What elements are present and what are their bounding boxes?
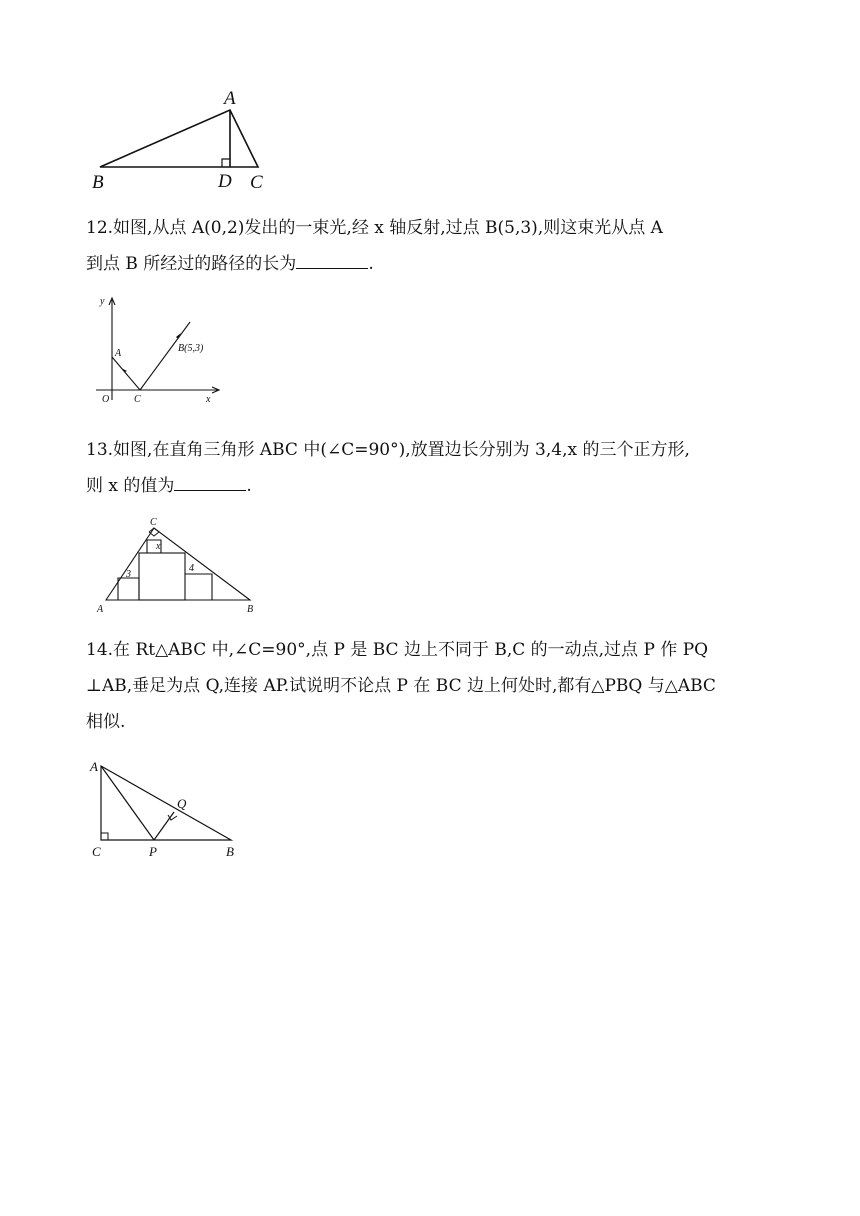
triangle-abc [106,528,250,600]
question-13: 13.如图,在直角三角形 ABC 中(∠C=90°),放置边长分别为 3,4,x 的三个正方形, 则 x 的值为 . [86,440,690,496]
q12-line1: 12.如图,从点 A(0,2)发出的一束光,经 x 轴反射,过点 B(5,3),则这束光从点 A [86,218,663,238]
label-p: P [149,844,157,859]
square-4 [185,574,212,600]
right-angle-mark-c [101,833,108,840]
label-4: 4 [189,563,194,574]
figure-14 [88,756,248,862]
label-a: A [90,759,98,774]
right-angle-mark [149,528,159,536]
figure-12 [88,292,228,412]
square-x [139,553,185,600]
q12-line2: 到点 B 所经过的路径的长为 [86,254,297,274]
q13-line1: 13.如图,在直角三角形 ABC 中(∠C=90°),放置边长分别为 3,4,x 的三个正方形, [86,440,690,460]
triangle-abc [101,766,231,840]
label-x: x [206,394,211,405]
label-3: 3 [126,569,131,580]
label-a: A [97,604,104,615]
label-d: D [218,171,232,192]
answer-blank-12 [296,248,368,269]
label-c: C [150,517,157,528]
figure-11 [80,80,280,195]
answer-blank-13 [174,470,246,491]
label-y: y [100,296,105,307]
q13-line2: 则 x 的值为 [86,476,175,496]
label-x: x [156,541,161,552]
label-c: C [250,172,263,193]
label-q: Q [177,796,187,811]
ray-a-to-c [112,357,140,390]
square-3 [118,578,139,600]
segment-ap [101,766,154,840]
label-a: A [224,88,236,109]
question-12: 12.如图,从点 A(0,2)发出的一束光,经 x 轴反射,过点 B(5,3),则这束光从点 A 到点 B 所经过的路径的长为 . [86,218,663,274]
label-b: B [92,172,104,193]
label-b: B [226,844,234,859]
label-o: O [102,394,110,405]
label-a: A [115,348,122,359]
question-14 [86,632,806,740]
label-b: B [247,604,254,615]
segment-pq [154,812,174,840]
label-c: C [134,394,141,405]
ray-c-to-b [140,322,190,390]
triangle-abc [100,110,258,167]
label-b: B(5,3) [178,343,204,354]
label-c: C [92,844,101,859]
q14-line2: ⊥AB,垂足为点 Q,连接 AP.试说明不论点 P 在 BC 边上何处时,都有△PBQ 与△ABC [86,676,716,696]
q14-line1: 14.在 Rt△ABC 中,∠C=90°,点 P 是 BC 边上不同于 B,C 的一动点,过点 P 作 PQ [86,640,709,660]
q14-line3: 相似. [86,712,126,732]
figure-13 [92,514,267,616]
right-angle-mark [222,159,230,167]
